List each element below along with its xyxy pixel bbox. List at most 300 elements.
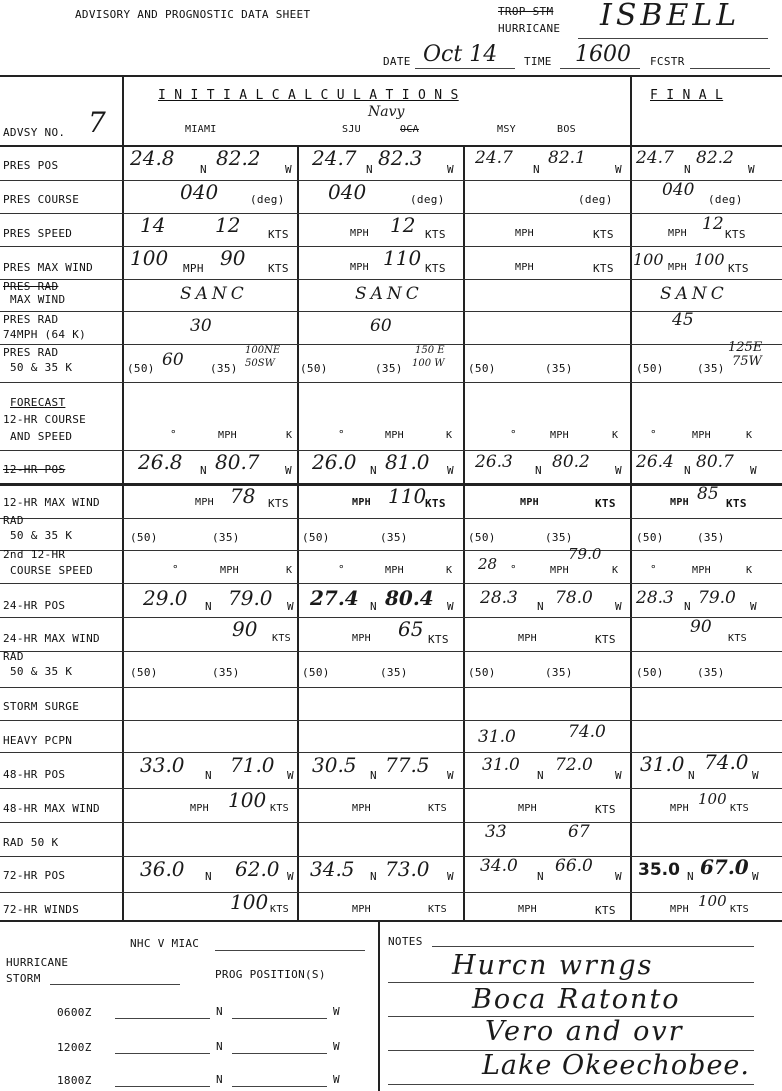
unit-mph: MPH	[195, 497, 214, 508]
label-rad-12: RAD	[3, 514, 24, 527]
final-pos48-lon: 74.0	[704, 750, 749, 774]
unit-w: W	[615, 600, 622, 613]
unit-kts: KTS	[270, 803, 289, 814]
fcstr-line	[690, 68, 770, 69]
unit-w: W	[447, 163, 454, 176]
unit-r50: (50)	[636, 666, 664, 679]
unit-mph: MPH	[352, 904, 371, 915]
unit-n: N	[370, 769, 377, 782]
final-rad35a: 125E	[728, 340, 763, 355]
miami-pos72-lon: 62.0	[235, 857, 280, 881]
unit-n: N	[537, 769, 544, 782]
unit-mph: MPH	[350, 262, 369, 273]
advsy-label: ADVSY NO.	[3, 126, 66, 139]
notes-label: NOTES	[388, 935, 423, 948]
grid-bottom-border	[0, 920, 782, 922]
label-2nd-12hr: 2nd 12-HR	[3, 548, 66, 561]
unit-kts: KTS	[595, 633, 616, 646]
unit-mph: MPH	[692, 565, 711, 576]
unit-mph: MPH	[520, 497, 539, 508]
label-and-speed: AND SPEED	[10, 430, 73, 443]
unit-r35: (35)	[545, 666, 573, 679]
unit-r50: (50)	[302, 666, 330, 679]
time-1200z: 1200Z	[57, 1041, 92, 1054]
unit-deg-sym: °	[510, 563, 517, 576]
col-divider-3	[463, 145, 465, 920]
msy-pos-lon: 82.1	[548, 148, 586, 168]
msy-pos-lat: 24.7	[475, 148, 513, 168]
msy-pos72-lat: 34.0	[480, 856, 518, 876]
msy-c2-deg: 28	[478, 555, 498, 573]
unit-r50: (50)	[468, 362, 496, 375]
unit-mph: MPH	[518, 803, 537, 814]
miami-pos24-lat: 29.0	[143, 586, 188, 610]
miami-course: 040	[180, 180, 219, 204]
unit-mph: MPH	[550, 565, 569, 576]
sju-rad-74: 60	[370, 316, 392, 336]
date-label: DATE	[383, 55, 411, 68]
unit-deg-sym: °	[338, 428, 345, 441]
label-72hr-pos: 72-HR POS	[3, 869, 66, 882]
hurricane-label: HURRICANE	[498, 22, 561, 35]
label-12hr-pos: 12-HR POS	[3, 463, 66, 476]
unit-deg-sym: °	[650, 428, 657, 441]
unit-n: N	[366, 163, 373, 176]
unit-r35: (35)	[545, 362, 573, 375]
fcstr-label: FCSTR	[650, 55, 685, 68]
prog-line	[232, 1086, 327, 1087]
unit-r35: (35)	[380, 531, 408, 544]
prog-line	[232, 1053, 327, 1054]
unit-n: N	[687, 870, 694, 883]
final-pos48-lat: 31.0	[640, 752, 685, 776]
label-heavy-pcpn: HEAVY PCPN	[3, 734, 73, 747]
hurricane-storm-label-2: STORM	[6, 972, 41, 985]
unit-kts: KTS	[428, 904, 447, 915]
date-value: Oct 14	[423, 42, 498, 67]
unit-deg-sym: °	[172, 563, 179, 576]
unit-r35: (35)	[380, 666, 408, 679]
unit-n: N	[205, 600, 212, 613]
final-mw12: 85	[697, 484, 719, 504]
label-pres-max-wind: PRES MAX WIND	[3, 261, 93, 274]
final-pos-lat: 24.7	[636, 148, 674, 168]
sju-rad-max: SANC	[355, 284, 423, 304]
unit-n: N	[684, 163, 691, 176]
storm-line	[50, 984, 180, 985]
col-divider-2	[297, 145, 299, 920]
time-value: 1600	[575, 42, 631, 67]
label-72hr-winds: 72-HR WINDS	[3, 903, 80, 916]
unit-r35: (35)	[697, 362, 725, 375]
notes-rule	[388, 982, 754, 983]
unit-kts: KTS	[595, 803, 616, 816]
sju-mw24: 65	[398, 617, 424, 641]
miami-w72: 100	[230, 890, 269, 914]
unit-deg-sym: °	[510, 428, 517, 441]
sju-pos-lon: 82.3	[378, 146, 423, 170]
unit-mph: MPH	[220, 565, 239, 576]
label-pres-rad-74-2: 74MPH (64 K)	[3, 328, 87, 341]
miami-rad-max: SANC	[180, 284, 248, 304]
unit-n: N	[537, 600, 544, 613]
hurricane-storm-label-1: HURRICANE	[6, 956, 69, 969]
unit-mph: MPH	[190, 803, 209, 814]
final-pos24-lon: 79.0	[698, 588, 736, 608]
unit-w: W	[615, 870, 622, 883]
unit-w: W	[752, 769, 759, 782]
unit-r50: (50)	[300, 362, 328, 375]
unit-mph: MPH	[670, 803, 689, 814]
unit-n: N	[216, 1005, 223, 1018]
unit-kts: KTS	[726, 497, 747, 510]
unit-kts: KTS	[268, 228, 289, 241]
unit-mph: MPH	[515, 228, 534, 239]
label-pres-rad-max-2: MAX WIND	[10, 293, 66, 306]
final-pos12-lon: 80.7	[696, 452, 734, 472]
unit-n: N	[370, 600, 377, 613]
row-line	[0, 617, 782, 618]
unit-kts: KTS	[270, 904, 289, 915]
miami-pos-lat: 24.8	[130, 146, 175, 170]
sju-pos24-lon: 80.4	[385, 586, 434, 610]
sju-rad35b: 100 W	[412, 358, 445, 369]
final-header: F I N A L	[650, 88, 724, 103]
unit-r35: (35)	[212, 531, 240, 544]
note-line-4: Lake Okeechobee.	[482, 1050, 750, 1081]
unit-mph: MPH	[670, 497, 689, 508]
unit-kts: KTS	[428, 803, 447, 814]
unit-r35: (35)	[545, 531, 573, 544]
label-pres-course: PRES COURSE	[3, 193, 80, 206]
sju-course: 040	[328, 180, 367, 204]
miami-pos48-lat: 33.0	[140, 753, 185, 777]
unit-n: N	[200, 464, 207, 477]
unit-r35: (35)	[212, 666, 240, 679]
unit-r50: (50)	[130, 531, 158, 544]
final-course: 040	[662, 180, 695, 200]
unit-deg-sym: °	[338, 563, 345, 576]
col-miami: MIAMI	[185, 124, 217, 135]
unit-n: N	[684, 600, 691, 613]
unit-w: W	[750, 600, 757, 613]
unit-n: N	[370, 870, 377, 883]
final-rad-74: 45	[672, 310, 694, 330]
unit-deg: (deg)	[708, 193, 743, 206]
miami-mw24: 90	[232, 617, 258, 641]
row-line	[0, 892, 782, 893]
label-12hr-max-wind: 12-HR MAX WIND	[3, 496, 100, 509]
msy-pos24-lon: 78.0	[555, 588, 593, 608]
label-course-speed: COURSE SPEED	[10, 564, 94, 577]
label-12hr-course: 12-HR COURSE	[3, 413, 87, 426]
miami-rad-74: 30	[190, 316, 212, 336]
unit-w: W	[447, 769, 454, 782]
unit-r35: (35)	[210, 362, 238, 375]
unit-kts: KTS	[595, 497, 616, 510]
unit-r50: (50)	[468, 531, 496, 544]
unit-k: K	[612, 565, 619, 576]
unit-kts: KTS	[425, 497, 446, 510]
unit-mph: MPH	[385, 565, 404, 576]
unit-w: W	[285, 464, 292, 477]
unit-w: W	[287, 870, 294, 883]
unit-mph: MPH	[352, 633, 371, 644]
nhc-label: NHC V MIAC	[130, 937, 200, 950]
final-mw48: 100	[698, 790, 727, 808]
row-line	[0, 311, 782, 312]
sju-pos48-lon: 77.5	[385, 753, 430, 777]
final-pos72-lat: 35.0	[638, 860, 680, 880]
unit-mph: MPH	[518, 633, 537, 644]
sju-pos48-lat: 30.5	[312, 753, 357, 777]
miami-pos48-lon: 71.0	[230, 753, 275, 777]
col-divider-final	[630, 75, 632, 920]
prog-line	[115, 1053, 210, 1054]
unit-w: W	[447, 870, 454, 883]
unit-n: N	[684, 464, 691, 477]
msy-pcpn-b: 74.0	[568, 722, 606, 742]
col-sju: SJU	[342, 124, 361, 135]
sheet-title: ADVISORY AND PROGNOSTIC DATA SHEET	[75, 8, 311, 21]
sju-pos24-lat: 27.4	[310, 586, 359, 610]
msy-rad50-b: 67	[568, 822, 590, 842]
sju-pos72-lat: 34.5	[310, 857, 355, 881]
miami-pos24-lon: 79.0	[228, 586, 273, 610]
label-pres-rad-50-1: PRES RAD	[3, 346, 59, 359]
time-line	[560, 68, 640, 69]
initial-calcs-header: I N I T I A L C A L C U L A T I O N S	[158, 88, 459, 103]
msy-pos48-lat: 31.0	[482, 755, 520, 775]
miami-mw12: 78	[230, 484, 256, 508]
storm-name: ISBELL	[600, 0, 741, 33]
unit-r50: (50)	[127, 362, 155, 375]
unit-kts: KTS	[268, 262, 289, 275]
note-line-1: Hurcn wrngs	[452, 950, 654, 981]
unit-k: K	[286, 430, 293, 441]
final-pos24-lat: 28.3	[636, 588, 674, 608]
unit-k: K	[746, 430, 753, 441]
unit-mph: MPH	[670, 904, 689, 915]
unit-n: N	[205, 769, 212, 782]
label-rad-12-sub: 50 & 35 K	[10, 529, 73, 542]
unit-mph: MPH	[350, 228, 369, 239]
unit-r50: (50)	[302, 531, 330, 544]
unit-kts: KTS	[268, 497, 289, 510]
miami-wind-kts: 90	[220, 246, 246, 270]
label-pres-rad-max-1: PRES RAD	[3, 280, 59, 293]
unit-kts: KTS	[593, 228, 614, 241]
notes-rule	[388, 1084, 754, 1085]
final-rad35b: 75W	[732, 354, 762, 369]
date-line	[415, 68, 515, 69]
sju-rad35a: 150 E	[415, 345, 445, 356]
unit-mph: MPH	[518, 904, 537, 915]
unit-n: N	[533, 163, 540, 176]
nhc-line	[215, 950, 365, 951]
miami-rad35a: 100NE	[245, 345, 281, 356]
col-divider-1	[122, 75, 124, 920]
unit-w: W	[750, 464, 757, 477]
unit-kts: KTS	[728, 633, 747, 644]
unit-kts: KTS	[593, 262, 614, 275]
msy-pos12-lon: 80.2	[552, 452, 590, 472]
unit-deg: (deg)	[578, 193, 613, 206]
unit-w: W	[285, 163, 292, 176]
final-w72: 100	[698, 892, 727, 910]
label-48hr-max-wind: 48-HR MAX WIND	[3, 802, 100, 815]
time-label: TIME	[524, 55, 552, 68]
unit-mph: MPH	[550, 430, 569, 441]
final-pos-lon: 82.2	[696, 148, 734, 168]
unit-mph: MPH	[352, 497, 371, 508]
col-oca: OCA	[400, 124, 419, 135]
label-storm-surge: STORM SURGE	[3, 700, 80, 713]
grid-top-border	[0, 75, 782, 77]
label-24hr-max-wind: 24-HR MAX WIND	[3, 632, 100, 645]
unit-deg: (deg)	[410, 193, 445, 206]
unit-w: W	[333, 1040, 340, 1053]
row-line	[0, 518, 782, 519]
unit-kts: KTS	[728, 262, 749, 275]
sju-pos12-lat: 26.0	[312, 450, 357, 474]
row-line	[0, 651, 782, 652]
msy-pos48-lon: 72.0	[555, 755, 593, 775]
unit-w: W	[615, 769, 622, 782]
time-0600z: 0600Z	[57, 1006, 92, 1019]
unit-n: N	[537, 870, 544, 883]
unit-mph: MPH	[692, 430, 711, 441]
msy-pos24-lat: 28.3	[480, 588, 518, 608]
miami-speed-mph: 14	[140, 213, 166, 237]
unit-n: N	[370, 464, 377, 477]
label-rad-50k: RAD 50 K	[3, 836, 59, 849]
unit-kts: KTS	[730, 904, 749, 915]
sju-pos72-lon: 73.0	[385, 857, 430, 881]
miami-wind-mph: 100	[130, 246, 169, 270]
final-pos12-lat: 26.4	[636, 452, 674, 472]
msy-pos72-lon: 66.0	[555, 856, 593, 876]
unit-n: N	[200, 163, 207, 176]
unit-r50: (50)	[636, 531, 664, 544]
unit-kts: KTS	[428, 633, 449, 646]
sju-pos-lat: 24.7	[312, 146, 357, 170]
unit-r50: (50)	[636, 362, 664, 375]
unit-w: W	[447, 600, 454, 613]
unit-kts: KTS	[425, 228, 446, 241]
col-msy: MSY	[497, 124, 516, 135]
prog-line	[115, 1018, 210, 1019]
prog-line	[232, 1018, 327, 1019]
unit-w: W	[752, 870, 759, 883]
unit-kts: KTS	[725, 228, 746, 241]
unit-n: N	[535, 464, 542, 477]
label-forecast: FORECAST	[10, 396, 66, 409]
unit-w: W	[615, 163, 622, 176]
unit-r35: (35)	[375, 362, 403, 375]
unit-w: W	[447, 464, 454, 477]
advsy-value: 7	[88, 106, 106, 139]
unit-w: W	[748, 163, 755, 176]
unit-kts: KTS	[730, 803, 749, 814]
msy-pos12-lat: 26.3	[475, 452, 513, 472]
unit-k: K	[446, 565, 453, 576]
footer-divider	[378, 920, 380, 1091]
unit-mph: MPH	[183, 262, 204, 275]
unit-w: W	[615, 464, 622, 477]
miami-pos-lon: 82.2	[216, 146, 261, 170]
sju-mw12: 110	[388, 484, 427, 508]
unit-n: N	[216, 1040, 223, 1053]
storm-name-line	[578, 38, 768, 39]
col-navy: Navy	[368, 104, 405, 120]
label-48hr-pos: 48-HR POS	[3, 768, 66, 781]
row-line	[0, 344, 782, 345]
label-pres-pos: PRES POS	[3, 159, 59, 172]
col-bos: BOS	[557, 124, 576, 135]
unit-w: W	[333, 1073, 340, 1086]
sju-pos12-lon: 81.0	[385, 450, 430, 474]
unit-deg-sym: °	[650, 563, 657, 576]
unit-k: K	[286, 565, 293, 576]
unit-mph: MPH	[668, 262, 687, 273]
label-24hr-pos: 24-HR POS	[3, 599, 66, 612]
unit-mph: MPH	[515, 262, 534, 273]
row-line	[0, 788, 782, 789]
note-line-2: Boca Ratonto	[472, 984, 681, 1015]
msy-c2-val: 79.0	[568, 545, 602, 563]
miami-pos72-lat: 36.0	[140, 857, 185, 881]
unit-r50: (50)	[468, 666, 496, 679]
unit-r50: (50)	[130, 666, 158, 679]
unit-kts: KTS	[272, 633, 291, 644]
unit-r35: (35)	[697, 531, 725, 544]
unit-n: N	[688, 769, 695, 782]
time-1800z: 1800Z	[57, 1074, 92, 1087]
unit-mph: MPH	[668, 228, 687, 239]
note-line-3: Vero and ovr	[485, 1016, 684, 1047]
row-line	[0, 720, 782, 721]
prog-line	[115, 1086, 210, 1087]
label-pres-rad-50-2: 50 & 35 K	[10, 361, 73, 374]
unit-k: K	[746, 565, 753, 576]
row-line	[0, 550, 782, 551]
unit-k: K	[446, 430, 453, 441]
unit-mph: MPH	[218, 430, 237, 441]
final-speed: 12	[702, 214, 724, 234]
miami-speed-kts: 12	[215, 213, 241, 237]
miami-rad50: 60	[162, 350, 184, 370]
label-pres-speed: PRES SPEED	[3, 227, 73, 240]
label-pres-rad-74-1: PRES RAD	[3, 313, 59, 326]
unit-w: W	[287, 600, 294, 613]
msy-rad50-a: 33	[485, 822, 507, 842]
prog-label: PROG POSITION(S)	[215, 968, 326, 981]
unit-w: W	[287, 769, 294, 782]
sju-wind-kts: 110	[383, 246, 422, 270]
notes-line	[432, 946, 754, 947]
unit-k: K	[612, 430, 619, 441]
unit-kts: KTS	[595, 904, 616, 917]
unit-mph: MPH	[352, 803, 371, 814]
final-pos72-lon: 67.0	[700, 855, 749, 879]
label-rad-24-sub: 50 & 35 K	[10, 665, 73, 678]
unit-r35: (35)	[697, 666, 725, 679]
unit-deg: (deg)	[250, 193, 285, 206]
unit-n: N	[205, 870, 212, 883]
row-line	[0, 583, 782, 584]
miami-mw48: 100	[228, 788, 267, 812]
